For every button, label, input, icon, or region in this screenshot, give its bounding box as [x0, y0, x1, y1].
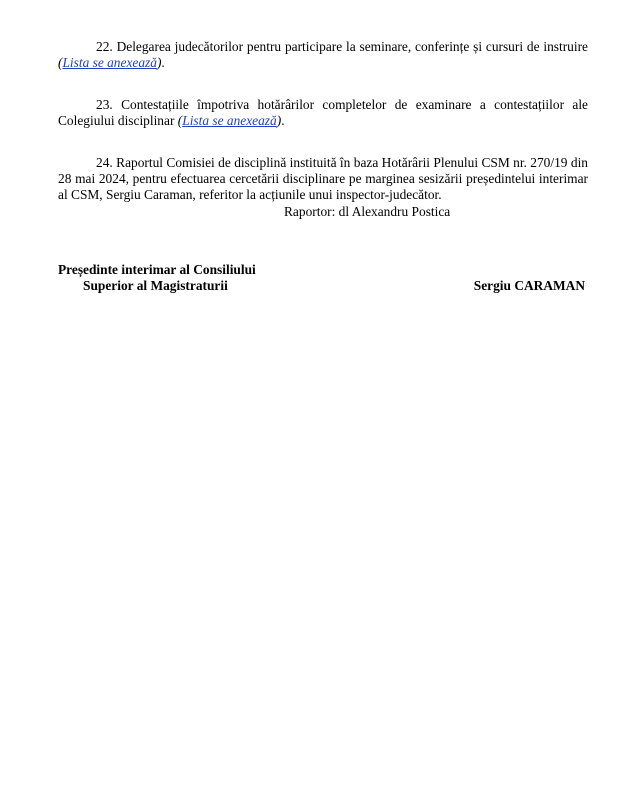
item-text: Contestațiile împotriva hotărârilor completelor de examinare a contestațiilor ale Colegiului disciplinar [58, 97, 588, 128]
signature-block [58, 262, 585, 294]
item-number: 22. [96, 39, 113, 54]
item-number: 23. [96, 97, 113, 112]
signatory-title-line2: Superior al Magistraturii [83, 278, 228, 293]
annex-link[interactable]: Lista se anexează [182, 113, 277, 128]
annex-link[interactable]: Lista se anexează [62, 55, 157, 70]
agenda-item-24 [58, 155, 588, 203]
item-text: Delegarea judecătorilor pentru participare la seminare, conferințe și cursuri de instruire [116, 39, 588, 54]
agenda-item-22: 22. Delegarea judecătorilor pentru participare la seminare, conferințe și cursuri de instruire (Lista se anexează). [58, 39, 588, 70]
signatory-title-line1: Președinte interimar al Consiliului [58, 262, 256, 277]
item-number: 24. [96, 155, 113, 170]
rapporteur: Raportor: dl Alexandru Postica [284, 204, 451, 219]
document-body [58, 39, 588, 220]
agenda-item-23: 23. Contestațiile împotriva hotărârilor completelor de examinare a contestațiilor ale Colegiului disciplinar (Lista se anexează). [58, 97, 588, 128]
signatory-name: Sergiu CARAMAN [473, 278, 585, 293]
item-text: Raportul Comisiei de disciplină instituită în baza Hotărârii Plenului CSM nr. 270/19 din 28 mai 2024, pentru efectuarea cercetării disciplinare pe marginea sesizării președintelui interimar al CSM, Sergiu Caraman, referitor la acțiunile unui inspector-judecător. [58, 155, 588, 202]
